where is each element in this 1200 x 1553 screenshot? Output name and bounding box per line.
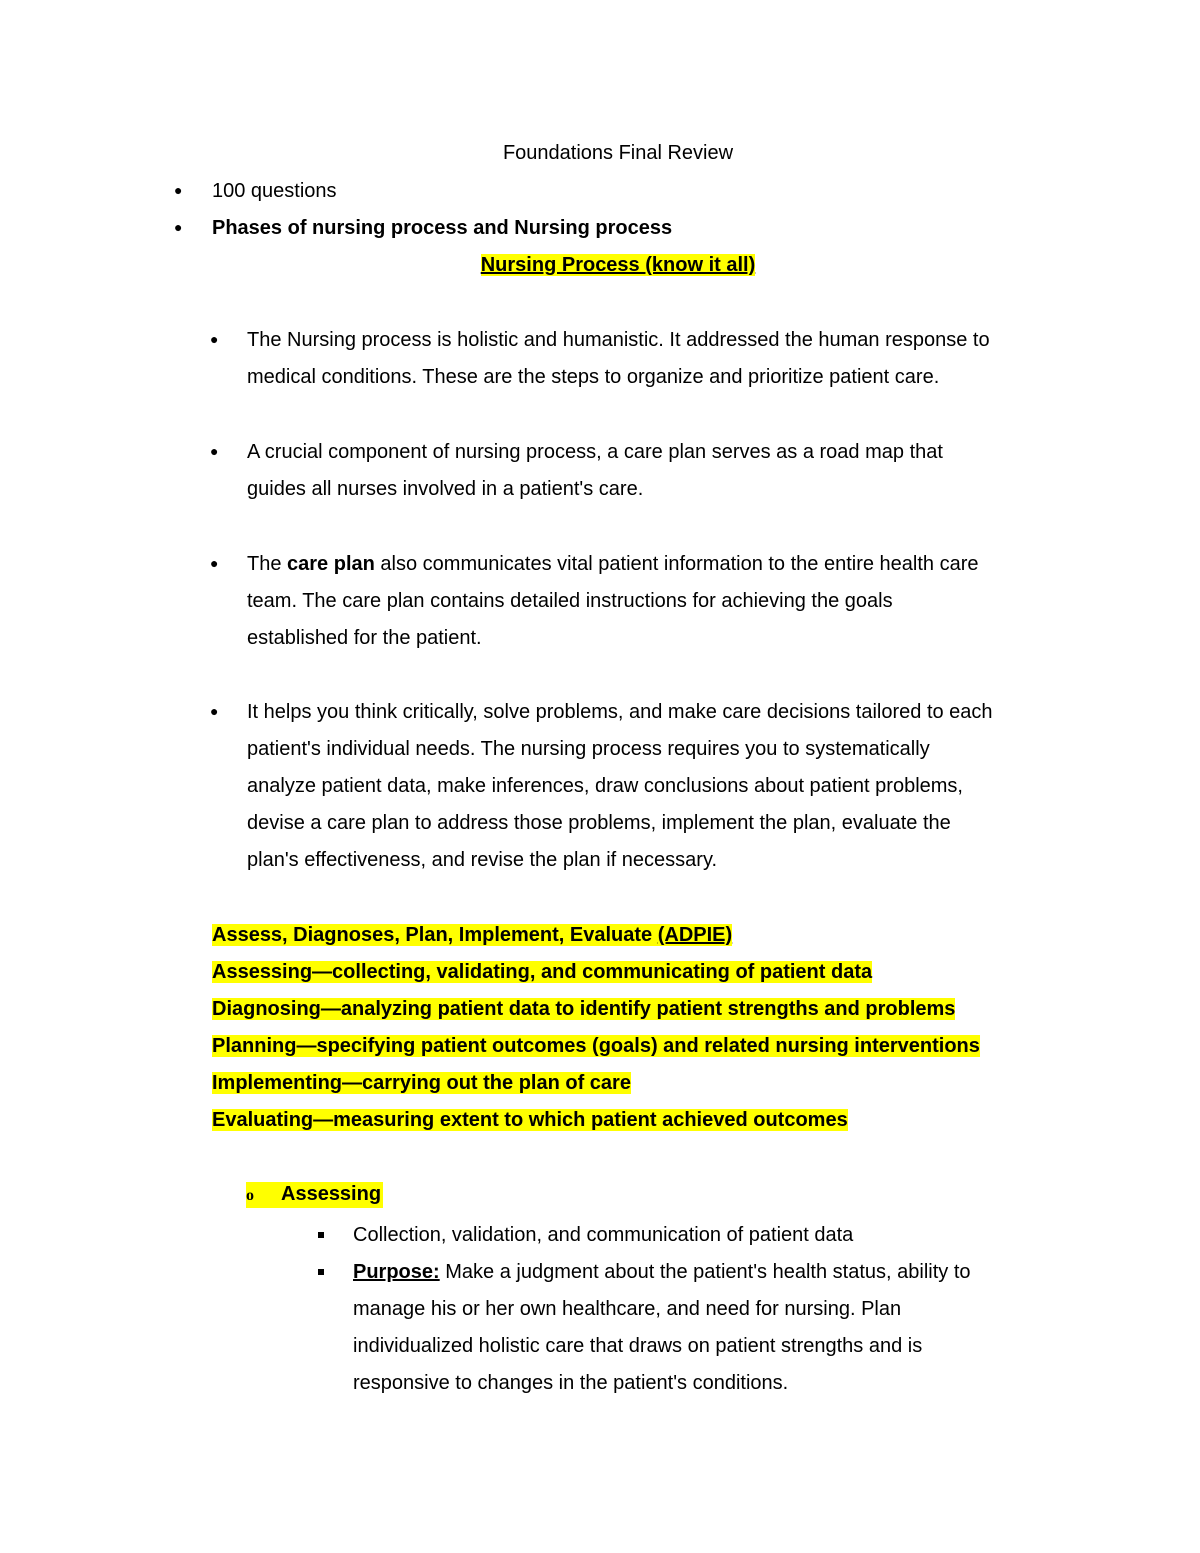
bullet-item-questions: 100 questions <box>212 180 337 202</box>
paragraph-3-line-1: The care plan also communicates vital patient information to the entire health care <box>247 553 979 575</box>
paragraph-2-line-2: guides all nurses involved in a patient's care. <box>247 478 644 500</box>
bullet-icon: ● <box>174 219 183 235</box>
section-heading: Nursing Process (know it all) <box>480 254 756 276</box>
bullet-item-phases: Phases of nursing process and Nursing process <box>212 217 673 239</box>
care-plan-term: care plan <box>287 553 375 575</box>
adpie-acronym: (ADPIE) <box>657 924 733 946</box>
adpie-line-assessing: Assessing—collecting, validating, and communicating of patient data <box>212 961 873 983</box>
paragraph-1-line-1: The Nursing process is holistic and humanistic. It addressed the human response to <box>247 329 990 351</box>
paragraph-4-line-5: plan's effectiveness, and revise the plan if necessary. <box>247 849 718 871</box>
adpie-line-planning: Planning—specifying patient outcomes (goals) and related nursing interventions <box>212 1035 980 1057</box>
bullet-icon: ● <box>210 555 219 571</box>
paragraph-4-line-4: devise a care plan to address those problems, implement the plan, evaluate the <box>247 812 951 834</box>
adpie-heading: Assess, Diagnoses, Plan, Implement, Evaluate (ADPIE) <box>212 924 733 946</box>
purpose-label: Purpose: <box>353 1261 440 1283</box>
adpie-line-diagnosing: Diagnosing—analyzing patient data to identify patient strengths and problems <box>212 998 956 1020</box>
circle-bullet-icon: o <box>246 1187 254 1204</box>
assessing-item-2-line-4: responsive to changes in the patient's conditions. <box>353 1372 789 1394</box>
bullet-icon: ● <box>174 182 183 198</box>
paragraph-4-line-1: It helps you think critically, solve problems, and make care decisions tailored to each <box>247 701 993 723</box>
assessing-item-2-line-3: individualized holistic care that draws on patient strengths and is <box>353 1335 923 1357</box>
square-bullet-icon <box>318 1269 324 1275</box>
bullet-icon: ● <box>210 443 219 459</box>
paragraph-4-line-2: patient's individual needs. The nursing process requires you to systematically <box>247 738 930 760</box>
paragraph-3-line-3: established for the patient. <box>247 627 482 649</box>
paragraph-2-line-1: A crucial component of nursing process, a care plan serves as a road map that <box>247 441 943 463</box>
assessing-item-1: Collection, validation, and communication of patient data <box>353 1224 854 1246</box>
adpie-line-evaluating: Evaluating—measuring extent to which patient achieved outcomes <box>212 1109 848 1131</box>
bullet-icon: ● <box>210 703 219 719</box>
adpie-line-implementing: Implementing—carrying out the plan of care <box>212 1072 631 1094</box>
paragraph-3-line-2: team. The care plan contains detailed instructions for achieving the goals <box>247 590 893 612</box>
paragraph-4-line-3: analyze patient data, make inferences, draw conclusions about patient problems, <box>247 775 963 797</box>
subsection-heading: o Assessing <box>246 1182 383 1208</box>
page-title: Foundations Final Review <box>502 142 734 164</box>
square-bullet-icon <box>318 1232 324 1238</box>
bullet-icon: ● <box>210 331 219 347</box>
paragraph-1-line-2: medical conditions. These are the steps to organize and prioritize patient care. <box>247 366 940 388</box>
assessing-item-2-line-1: Purpose: Make a judgment about the patient's health status, ability to <box>353 1261 971 1283</box>
assessing-item-2-line-2: manage his or her own healthcare, and need for nursing. Plan <box>353 1298 902 1320</box>
